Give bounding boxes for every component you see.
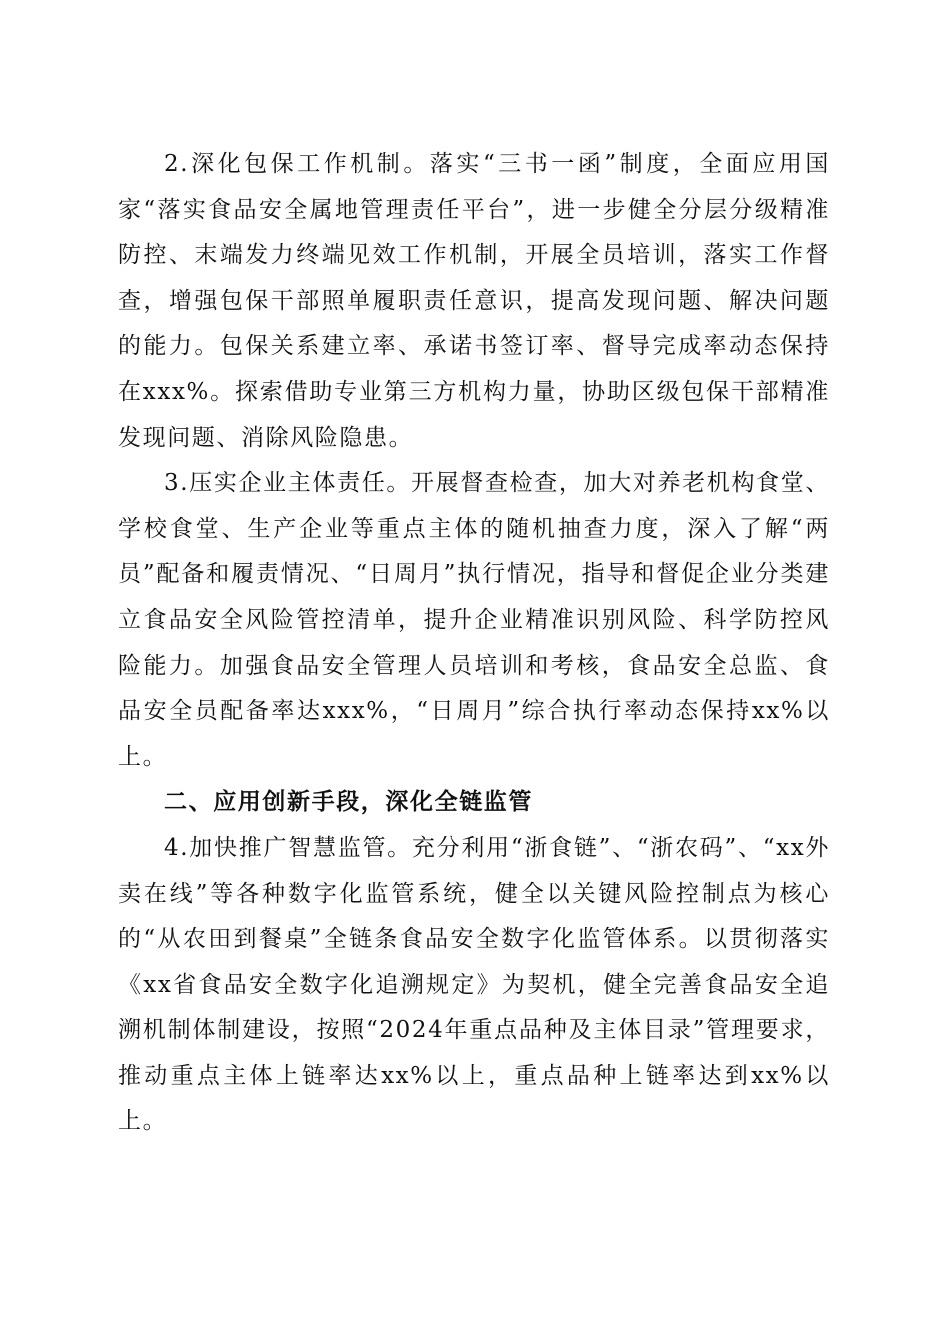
- paragraph-smart-supervision: 4.加快推广智慧监管。充分利用“浙食链”、“浙农码”、“xx外卖在线”等各种数字化监管系统，健全以关键风险控制点为核心的“从农田到餐桌”全链条食品安全数字化监管体系。以贯彻落实《xx省食品安全数字化追溯规定》为契机，健全完善食品安全追溯机制体制建设，按照“2024年重点品种及主体目录”管理要求，推动重点主体上链率达xx%以上，重点品种上链率达到xx%以上。: [118, 834, 830, 1135]
- document-body: [118, 142, 830, 1145]
- paragraph-enterprise-responsibility: 3.压实企业主体责任。开展督查检查，加大对养老机构食堂、学校食堂、生产企业等重点主体的随机抽查力度，深入了解“两员”配备和履责情况、“日周月”执行情况，指导和督促企业分类建立食品安全风险管控清单，提升企业精准识别风险、科学防控风险能力。加强食品安全管理人员培训和考核，食品安全总监、食品安全员配备率达xxx%，“日周月”综合执行率动态保持xx%以上。: [118, 470, 830, 770]
- section-heading-innovation: 二、应用创新手段，深化全链监管: [164, 789, 533, 816]
- paragraph-package-mechanism: 2.深化包保工作机制。落实“三书一函”制度，全面应用国家“落实食品安全属地管理责任平台”，进一步健全分层分级精准防控、末端发力终端见效工作机制，开展全员培训，落实工作督查，增强包保干部照单履职责任意识，提高发现问题、解决问题的能力。包保关系建立率、承诺书签订率、督导完成率动态保持在xxx%。探索借助专业第三方机构力量，协助区级包保干部精准发现问题、消除风险隐患。: [118, 151, 830, 451]
